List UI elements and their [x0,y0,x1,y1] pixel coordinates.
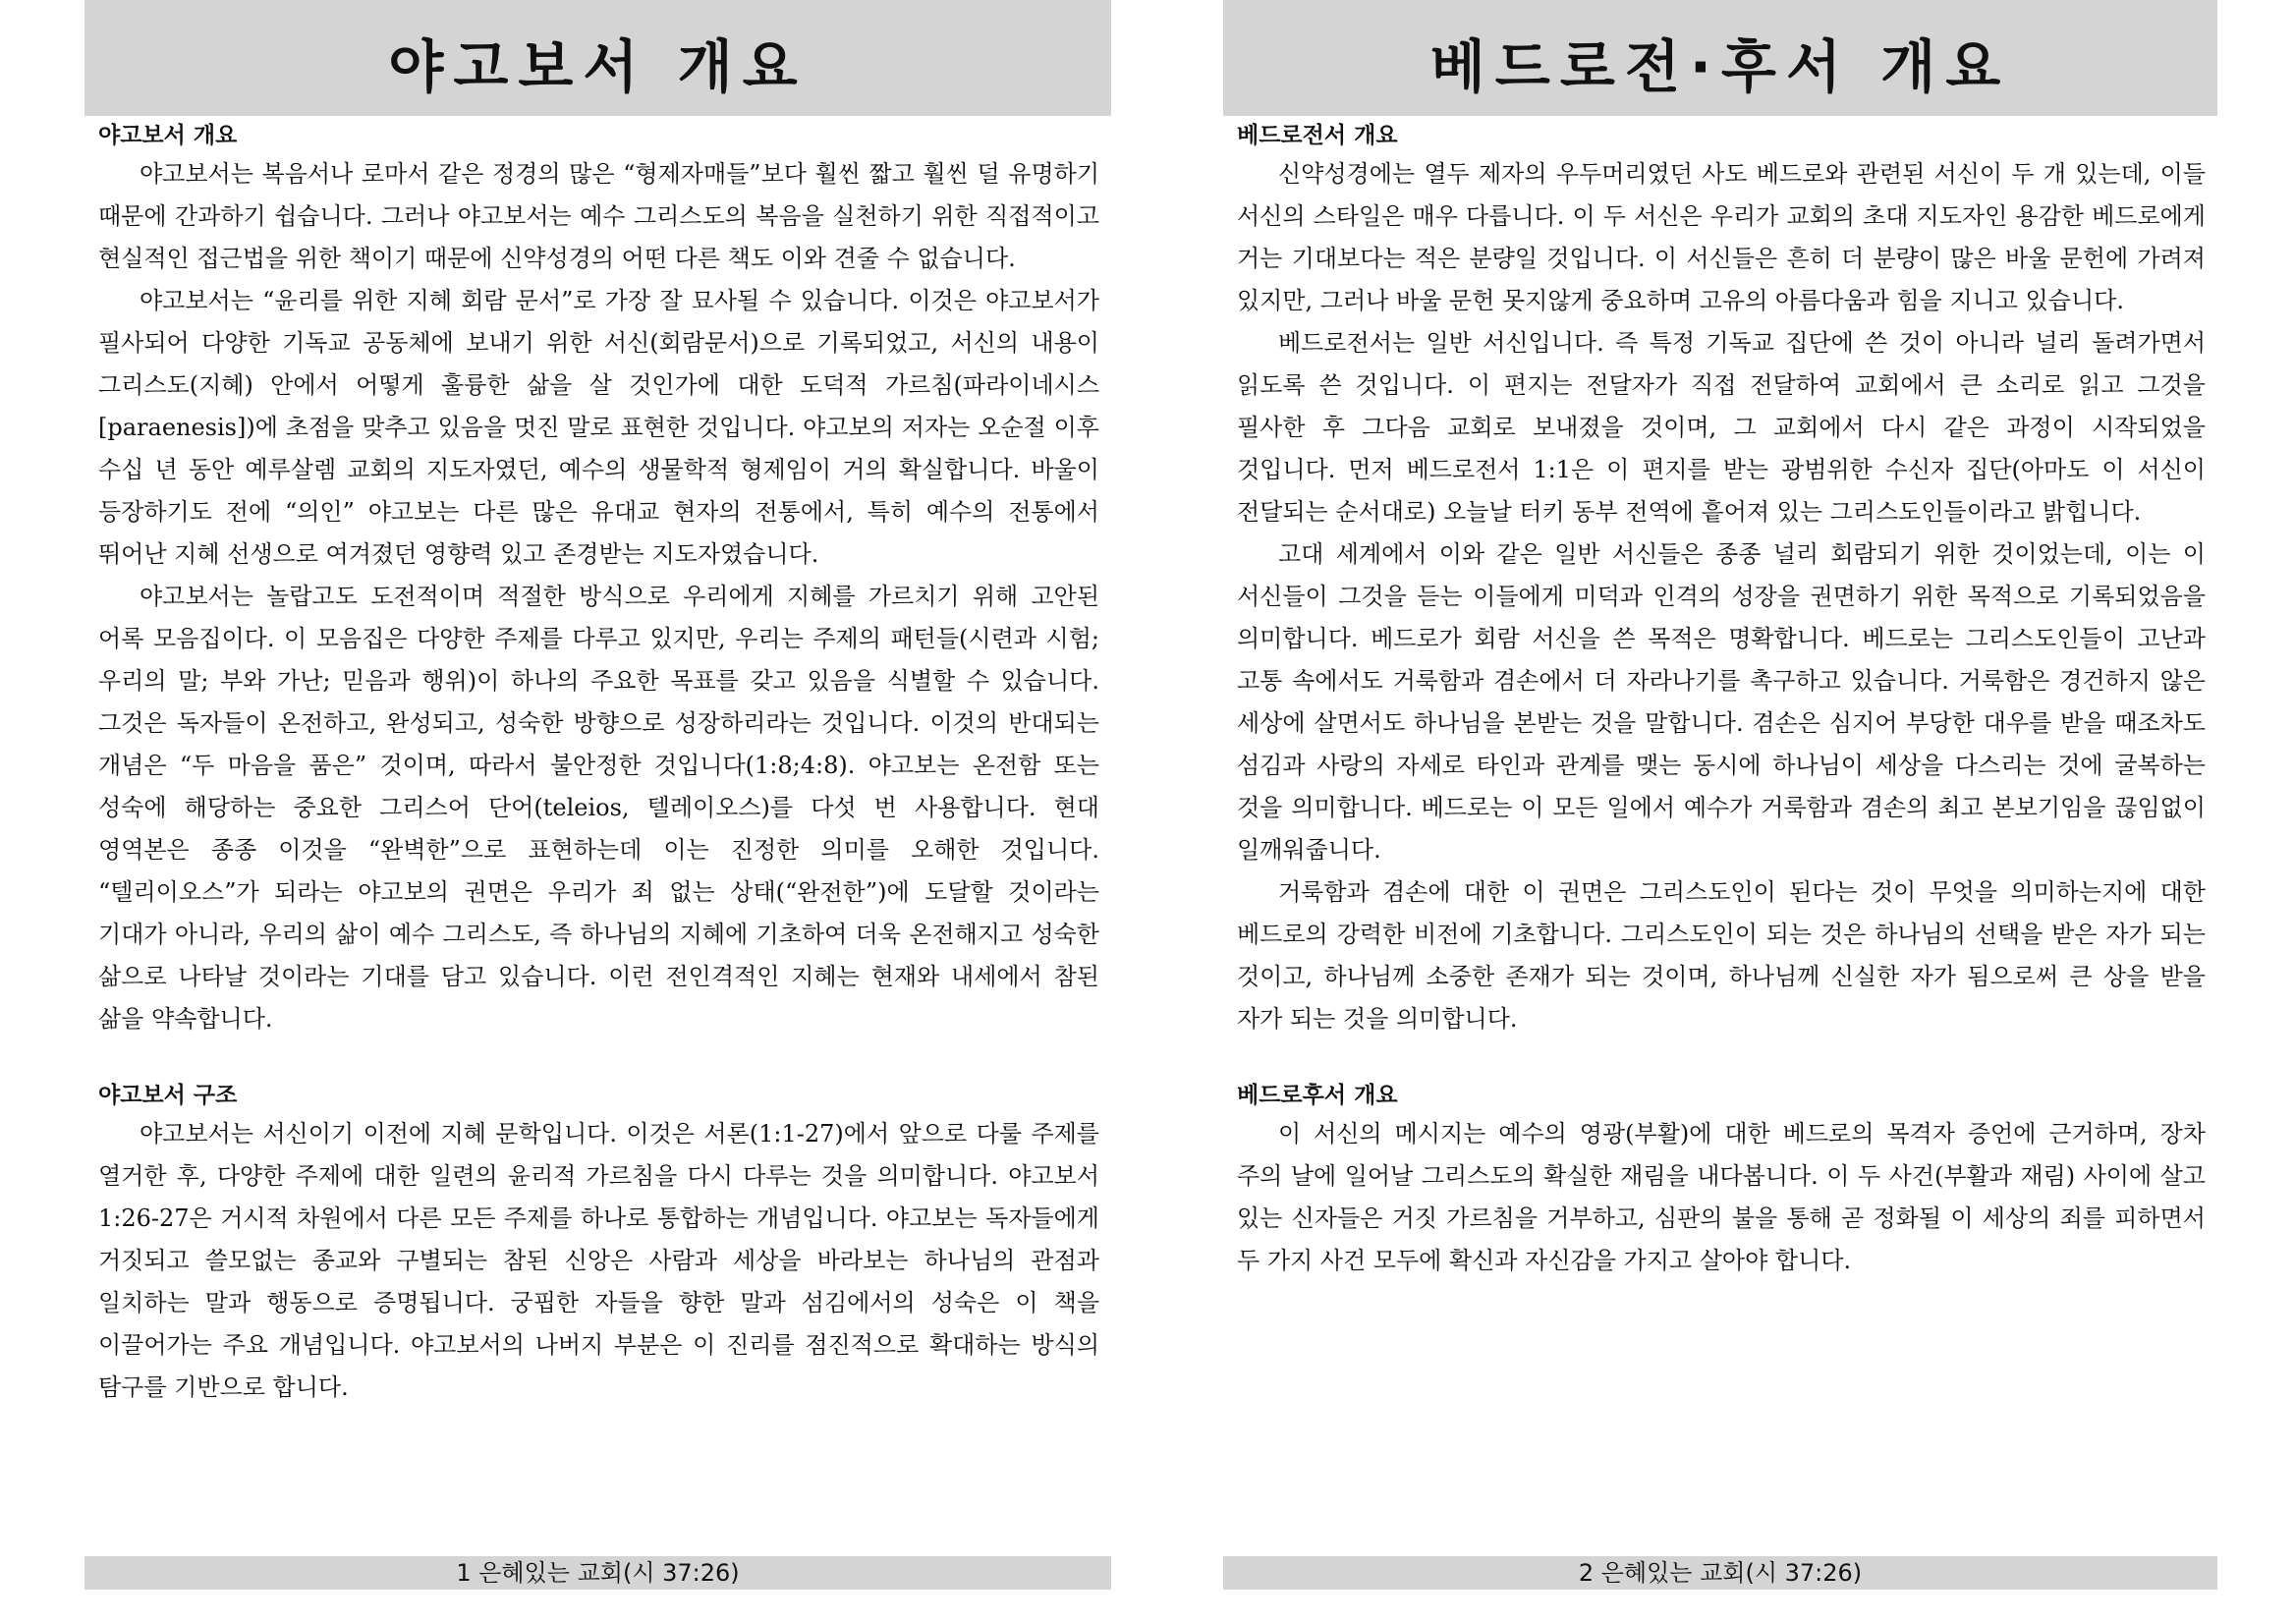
paragraph: 야고보서는 “윤리를 위한 지혜 회람 문서”로 가장 잘 묘사될 수 있습니다. 이것은 야고보서가 필사되어 다양한 기독교 공동체에 보내기 위한 서신(회람문서)으로 기록되었고, 서신의 내용이 그리스도(지혜) 안에서 어떻게 훌륭한 삶을 살 것인가에 대한 도덕적 가르침(파라이네시스[paraenesis])에 초점을 맞추고 있음을 멋진 말로 표현한 것입니다. 야고보의 저자는 오순절 이후 수십 년 동안 예루살렘 교회의 지도자였던, 예수의 생물학적 형제임이 거의 확실합니다. 바울이 등장하기도 전에 “의인” 야고보는 다른 많은 유대교 현자의 전통에서, 특히 예수의 전통에서 뛰어난 지혜 선생으로 여겨졌던 영향력 있고 존경받는 지도자였습니다. [98,287,1099,568]
page-content [84,120,1111,1409]
paragraph: 야고보서는 서신이기 이전에 지혜 문학입니다. 이것은 서론(1:1-27)에서 앞으로 다룰 주제를 열거한 후, 다양한 주제에 대한 일련의 윤리적 가르침을 다시 다루는 것을 의미합니다. 야고보서 1:26-27은 거시적 차원에서 다른 모든 주제를 하나로 통합하는 개념입니다. 야고보는 독자들에게 거짓되고 쓸모없는 종교와 구별되는 참된 신앙은 사람과 세상을 바라보는 하나님의 관점과 일치하는 말과 행동으로 증명됩니다. 궁핍한 자들을 향한 말과 섬김에서의 성숙은 이 책을 이끌어가는 주요 개념입니다. 야고보서의 나버지 부분은 이 진리를 점진적으로 확대하는 방식의 탐구를 기반으로 합니다. [98,1120,1099,1401]
page-title: 베드로전·후서 개요 [1429,33,2011,100]
paragraph: 거룩함과 겸손에 대한 이 권면은 그리스도인이 된다는 것이 무엇을 의미하는지에 대한 베드로의 강력한 비전에 기초합니다. 그리스도인이 되는 것은 하나님의 선택을 받은 자가 되는 것이고, 하나님께 소중한 존재가 되는 것이며, 하나님께 신실한 자가 됨으로써 큰 상을 받을 자가 되는 것을 의미합니다. [1237,878,2206,1033]
page-footer: 1 은혜있는 교회(시 37:26) [84,1556,1111,1590]
section-heading: 야고보서 구조 [98,1083,238,1108]
paragraph: 이 서신의 메시지는 예수의 영광(부활)에 대한 베드로의 목격자 증언에 근거하며, 장차 주의 날에 일어날 그리스도의 확실한 재림을 내다봅니다. 이 두 사건(부활과 재림) 사이에 살고 있는 신자들은 거짓 가르침을 거부하고, 심판의 불을 통해 곧 정화될 이 세상의 죄를 피하면서 두 가지 사건 모두에 확신과 자신감을 가지고 살아야 합니다. [1237,1120,2206,1274]
section-heading: 베드로전서 개요 [1237,123,1398,148]
paragraph: 야고보서는 복음서나 로마서 같은 정경의 많은 “형제자매들”보다 훨씬 짧고 훨씬 덜 유명하기 때문에 간과하기 쉽습니다. 그러나 야고보서는 예수 그리스도의 복음을 실천하기 위한 직접적이고 현실적인 접근법을 위한 책이기 때문에 신약성경의 어떤 다른 책도 이와 견줄 수 없습니다. [98,160,1099,272]
paragraph: 베드로전서는 일반 서신입니다. 즉 특정 기독교 집단에 쓴 것이 아니라 널리 돌려가면서 읽도록 쓴 것입니다. 이 편지는 전달자가 직접 전달하여 교회에서 큰 소리로 읽고 그것을 필사한 후 그다음 교회로 보내졌을 것이며, 그 교회에서 다시 같은 과정이 시작되었을 것입니다. 먼저 베드로전서 1:1은 이 편지를 받는 광범위한 수신자 집단(아마도 이 서신이 전달되는 순서대로) 오늘날 터키 동부 전역에 흩어져 있는 그리스도인들이라고 밝힙니다. [1237,329,2207,526]
page-title: 야고보서 개요 [388,33,808,100]
left-page [84,0,1111,1624]
paragraph: 신약성경에는 열두 제자의 우두머리였던 사도 베드로와 관련된 서신이 두 개 있는데, 이들 서신의 스타일은 매우 다릅니다. 이 두 서신은 우리가 교회의 초대 지도자인 용감한 베드로에게 거는 기대보다는 적은 분량일 것입니다. 이 서신들은 흔히 더 분량이 많은 바울 문헌에 가려져 있지만, 그러나 바울 문헌 못지않게 중요하며 고유의 아름다움과 힘을 지니고 있습니다. [1237,160,2206,314]
paragraph: 고대 세계에서 이와 같은 일반 서신들은 종종 널리 회람되기 위한 것이었는데, 이는 이 서신들이 그것을 듣는 이들에게 미덕과 인격의 성장을 권면하기 위한 목적으로 기록되었음을 의미합니다. 베드로가 회람 서신을 쓴 목적은 명확합니다. 베드로는 그리스도인들이 고난과 고통 속에서도 거룩함과 겸손에서 더 자라나기를 촉구하고 있습니다. 거룩함은 경건하지 않은 세상에 살면서도 하나님을 본받는 것을 말합니다. 겸손은 심지어 부당한 대우를 받을 때조차도 섬김과 사랑의 자세로 타인과 관계를 맺는 동시에 하나님이 세상을 다스리는 것에 굴복하는 것을 의미합니다. 베드로는 이 모든 일에서 예수가 거룩함과 겸손의 최고 본보기임을 끊임없이 일깨워줍니다. [1237,540,2206,864]
page-footer: 2 은혜있는 교회(시 37:26) [1223,1556,2217,1590]
section-heading: 야고보서 개요 [98,123,238,148]
page-content [1223,120,2217,1282]
title-bar [84,0,1111,116]
paragraph: 야고보서는 놀랍고도 도전적이며 적절한 방식으로 우리에게 지혜를 가르치기 위해 고안된 어록 모음집이다. 이 모음집은 다양한 주제를 다루고 있지만, 우리는 주제의 패턴들(시련과 시험; 우리의 말; 부와 가난; 믿음과 행위)이 하나의 주요한 목표를 갖고 있음을 식별할 수 있습니다. 그것은 독자들이 온전하고, 완성되고, 성숙한 방향으로 성장하리라는 것입니다. 이것의 반대되는 개념은 “두 마음을 품은” 것이며, 따라서 불안정한 것입니다(1:8;4:8). 야고보는 온전함 또는 성숙에 해당하는 중요한 그리스어 단어(teleios, 텔레이오스)를 다섯 번 사용합니다. 현대 영역본은 종종 이것을 “완벽한”으로 표현하는데 이는 진정한 의미를 오해한 것입니다. “텔리이오스”가 되라는 야고보의 권면은 우리가 죄 없는 상태(“완전한”)에 도달할 것이라는 기대가 아니라, 우리의 삶이 예수 그리스도, 즉 하나님의 지혜에 기초하여 더욱 온전해지고 성숙한 삶으로 나타날 것이라는 기대를 담고 있습니다. 이런 전인격적인 지혜는 현재와 내세에서 참된 삶을 약속합니다. [98,583,1099,1033]
right-page [1223,0,2217,1624]
section-heading: 베드로후서 개요 [1237,1083,1398,1108]
title-bar [1223,0,2217,116]
